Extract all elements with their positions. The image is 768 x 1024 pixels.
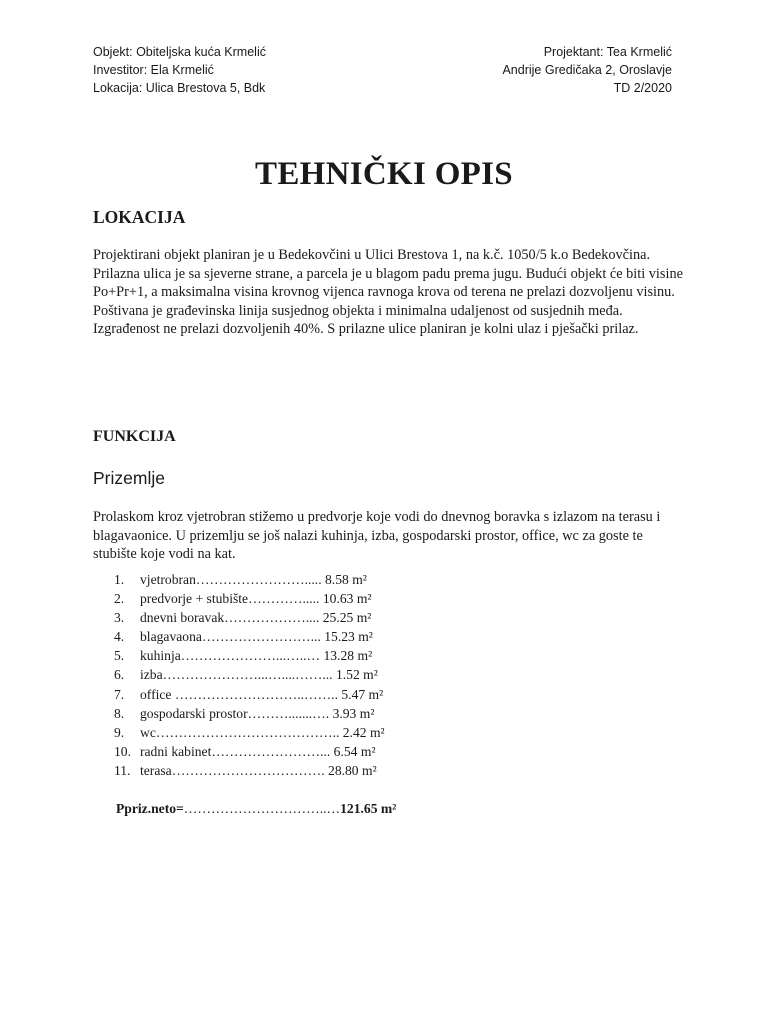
- list-item: [114, 742, 385, 761]
- room-list: [114, 570, 385, 780]
- room-entry: gospodarski prostor……….......…. 3.93 m²: [140, 705, 375, 721]
- room-entry: office ………………………..…….. 5.47 m²: [140, 686, 384, 702]
- room-entry: wc………………………………….. 2.42 m²: [140, 724, 385, 740]
- header-designer: Projektant: Tea Krmelić: [543, 45, 672, 59]
- total-dots: …………………………..…: [183, 801, 341, 816]
- list-number: 7.: [114, 686, 125, 702]
- room-entry: predvorje + stubište…………..... 10.63 m²: [140, 591, 372, 607]
- header-doc-number: TD 2/2020: [613, 81, 672, 95]
- room-entry: radni kabinet……………………... 6.54 m²: [140, 743, 376, 759]
- header-investor: Investitor: Ela Krmelić: [93, 63, 214, 77]
- list-item: [114, 627, 385, 646]
- list-item: [114, 570, 385, 589]
- list-item: [114, 608, 385, 627]
- header-location: Lokacija: Ulica Brestova 5, Bdk: [93, 81, 266, 95]
- list-number: 1.: [114, 572, 125, 587]
- lokacija-paragraph: Projektirani objekt planiran je u Bedekovčini u Ulici Brestova 1, na k.č. 1050/5 k.o Bedekovčina. Prilazna ulica je sa sjeverne strane, a parcela je u blagom padu prema jugu. Budući objekt će biti visine Po+Pr+1, a maksimalna visina krovnog vijenca ravnoga krova od terena ne prelazi dozvoljenu visinu. Poštivana je građevinska linija susjednog objekta i minimalna udaljenost od susjednih međa. Izgrađenost ne prelazi dozvoljenih 40%. S prilazne ulice planiran je kolni ulaz i pješački prilaz.: [93, 247, 683, 337]
- room-entry: blagavaona……………………... 15.23 m²: [140, 629, 373, 645]
- room-entry: terasa……………………………. 28.80 m²: [140, 762, 377, 778]
- document-title: TEHNIČKI OPIS: [255, 156, 513, 192]
- total-label: Ppriz.neto=: [116, 801, 184, 816]
- list-item: [114, 665, 385, 684]
- section-heading-funkcija: FUNKCIJA: [93, 428, 176, 445]
- list-number: 6.: [114, 667, 125, 683]
- total-area: [116, 801, 396, 817]
- subheading-prizemlje: Prizemlje: [93, 468, 165, 488]
- total-value: 121.65 m²: [340, 801, 397, 816]
- list-item: [114, 685, 385, 704]
- list-number: 3.: [114, 610, 125, 626]
- list-item: [114, 589, 385, 608]
- list-item: [114, 723, 385, 742]
- header-object: Objekt: Obiteljska kuća Krmelić: [93, 45, 266, 59]
- list-item: [114, 704, 385, 723]
- list-number: 11.: [114, 762, 131, 778]
- list-number: 10.: [114, 743, 131, 759]
- room-entry: vjetrobran……………………..... 8.58 m²: [140, 572, 367, 587]
- prizemlje-paragraph: Prolaskom kroz vjetrobran stižemo u predvorje koje vodi do dnevnog boravka s izlazom na terasu i blagavaonice. U prizemlju se još nalazi kuhinja, izba, gospodarski prostor, office, wc za goste te stubište koje vodi na kat.: [93, 509, 661, 562]
- list-item: [114, 646, 385, 665]
- list-item: [114, 761, 385, 780]
- room-entry: kuhinja…………………...…..… 13.28 m²: [140, 648, 373, 664]
- header-left: [93, 43, 266, 97]
- header-address: Andrije Gredičaka 2, Oroslavje: [502, 63, 672, 77]
- room-entry: izba…………………...…....……... 1.52 m²: [140, 667, 378, 683]
- list-number: 9.: [114, 724, 125, 740]
- list-number: 8.: [114, 705, 125, 721]
- list-number: 4.: [114, 629, 125, 645]
- list-number: 2.: [114, 591, 125, 607]
- header-right: [502, 43, 672, 97]
- list-number: 5.: [114, 648, 125, 664]
- room-entry: dnevni boravak……………….... 25.25 m²: [140, 610, 372, 626]
- section-heading-lokacija: LOKACIJA: [93, 207, 186, 227]
